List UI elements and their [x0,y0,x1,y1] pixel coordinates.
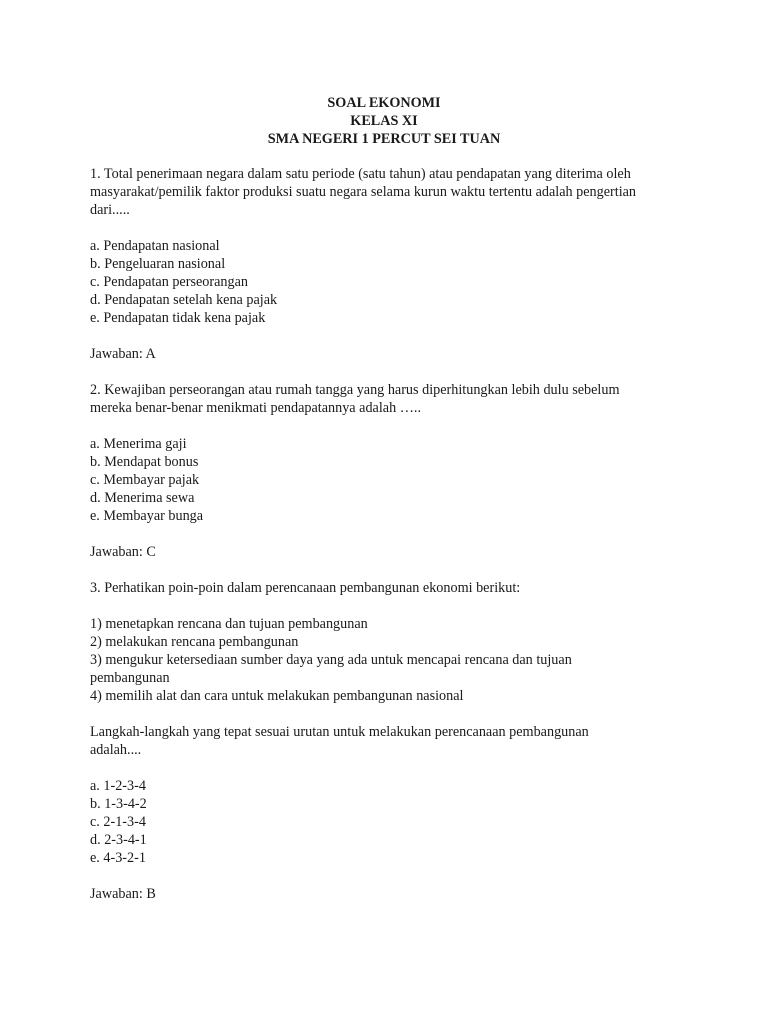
option-a: a. 1-2-3-4 [90,778,146,794]
question-3-line: adalah.... [90,742,142,758]
question-3-options [90,777,690,867]
answer-text: Jawaban: A [90,346,156,362]
question-3-answer [90,885,690,903]
point-item: 4) memilih alat dan cara untuk melakukan pembangunan nasional [90,688,464,704]
question-1-line: dari..... [90,202,130,218]
question-3-points [90,615,690,705]
point-item: pembangunan [90,670,170,686]
question-2-line: 2. Kewajiban perseorangan atau rumah tangga yang harus diperhitungkan lebih dulu sebelum [90,382,620,398]
question-1-line: masyarakat/pemilik faktor produksi suatu negara selama kurun waktu tertentu adalah pengertian [90,184,637,200]
document-header [84,94,684,148]
question-2-answer [90,543,690,561]
point-item: 2) melakukan rencana pembangunan [90,634,299,650]
question-2 [90,381,690,417]
option-d: d. Pendapatan setelah kena pajak [90,292,278,308]
option-c: c. Pendapatan perseorangan [90,274,248,290]
question-1-answer [90,345,690,363]
option-e: e. Membayar bunga [90,508,204,524]
option-a: a. Pendapatan nasional [90,238,220,254]
option-a: a. Menerima gaji [90,436,187,452]
option-b: b. 1-3-4-2 [90,796,147,812]
answer-text: Jawaban: C [90,544,156,560]
option-b: b. Pengeluaran nasional [90,256,226,272]
question-2-line: mereka benar-benar menikmati pendapatannya adalah ….. [90,400,421,416]
header-class: KELAS XI [350,113,418,129]
document-page [90,94,690,903]
question-3 [90,579,690,597]
option-b: b. Mendapat bonus [90,454,199,470]
question-2-options [90,435,690,525]
header-title: SOAL EKONOMI [327,95,441,111]
question-1 [90,165,690,219]
answer-text: Jawaban: B [90,886,156,902]
question-1-options [90,237,690,327]
question-3-intro: 3. Perhatikan poin-poin dalam perencanaan pembangunan ekonomi berikut: [90,580,521,596]
point-item: 3) mengukur ketersediaan sumber daya yang ada untuk mencapai rencana dan tujuan [90,652,572,668]
question-3-question [90,723,690,759]
option-d: d. Menerima sewa [90,490,195,506]
option-c: c. Membayar pajak [90,472,200,488]
option-d: d. 2-3-4-1 [90,832,147,848]
option-e: e. Pendapatan tidak kena pajak [90,310,266,326]
option-e: e. 4-3-2-1 [90,850,146,866]
header-school: SMA NEGERI 1 PERCUT SEI TUAN [267,131,501,147]
option-c: c. 2-1-3-4 [90,814,146,830]
point-item: 1) menetapkan rencana dan tujuan pembangunan [90,616,368,632]
question-1-line: 1. Total penerimaan negara dalam satu periode (satu tahun) atau pendapatan yang diterima oleh [90,166,631,182]
question-3-line: Langkah-langkah yang tepat sesuai urutan untuk melakukan perencanaan pembangunan [90,724,589,740]
